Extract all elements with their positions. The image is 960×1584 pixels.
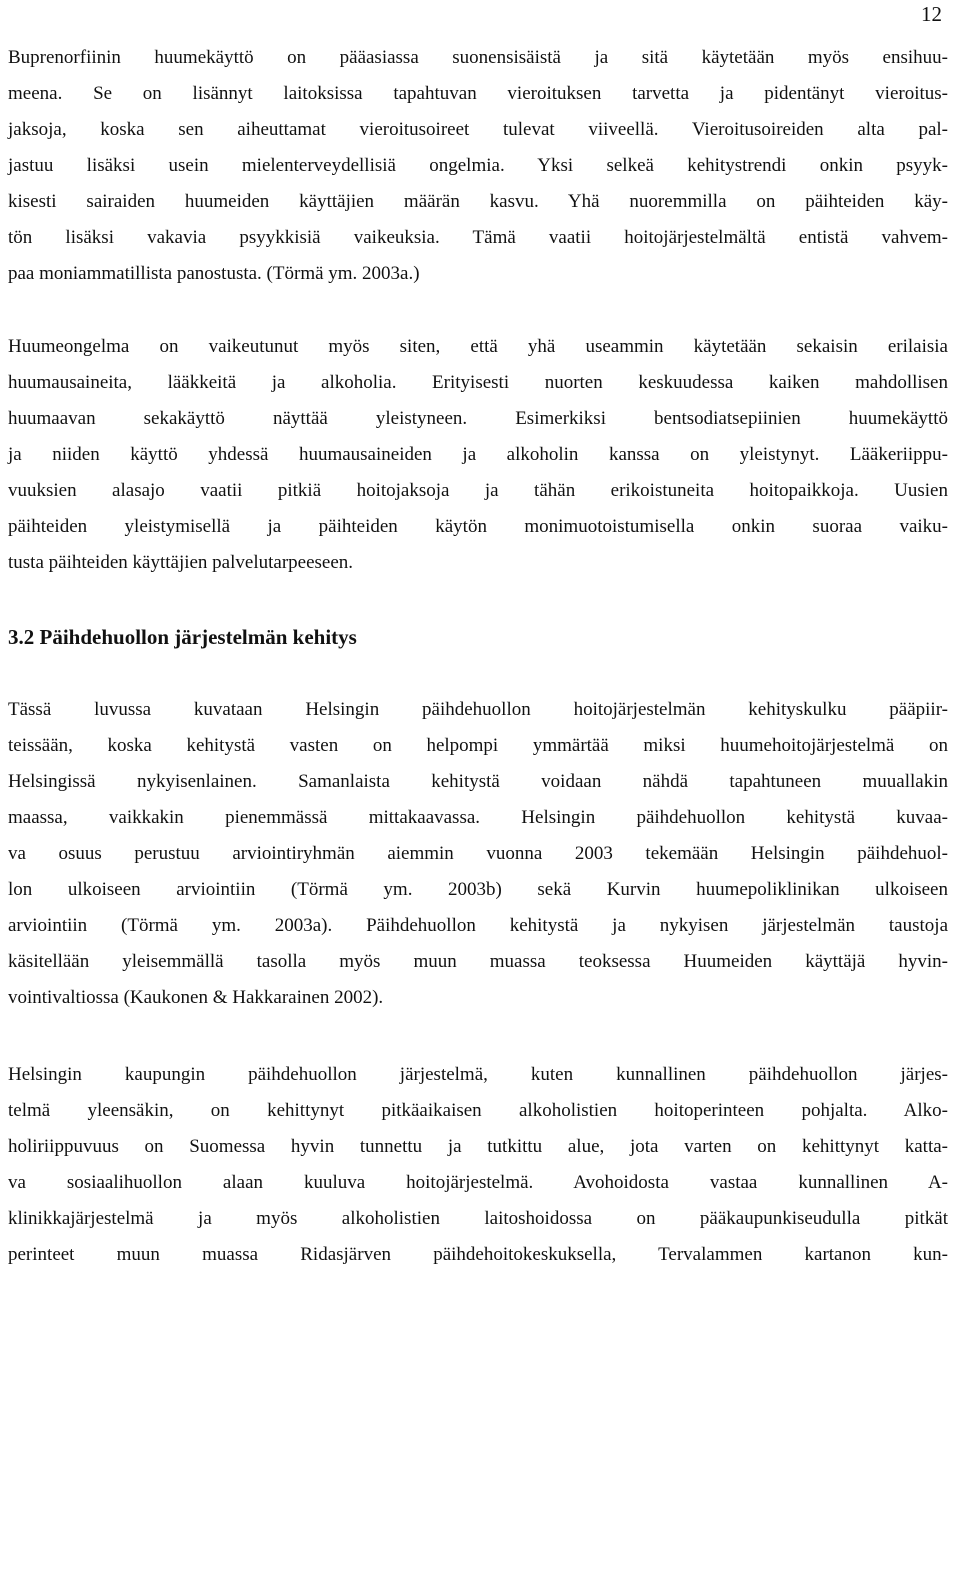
paragraph-spacer <box>8 1016 948 1057</box>
text-line: päihteiden yleistymisellä ja päihteiden käytön monimuotoistumisella onkin suoraa vaiku- <box>8 516 948 537</box>
paragraph-municipal-system <box>8 1057 948 1273</box>
text-line: holiriippuvuus on Suomessa hyvin tunnettu ja tutkittu alue, jota varten on kehittynyt katta- <box>8 1136 948 1157</box>
document-body <box>8 40 948 1273</box>
text-line: huumaavan sekakäyttö näyttää yleistyneen. Esimerkiksi bentsodiatsepiinien huumekäyttö <box>8 408 948 429</box>
text-line: paa moniammatillista panostusta. (Törmä ym. 2003a.) <box>8 263 420 284</box>
text-line: va osuus perustuu arviointiryhmän aiemmin vuonna 2003 tekemään Helsingin päihdehuol- <box>8 843 948 864</box>
paragraph-helsinki-development <box>8 692 948 1016</box>
text-line: tön lisäksi vakavia psyykkisiä vaikeuksia. Tämä vaatii hoitojärjestelmältä entistä vahvem- <box>8 227 948 248</box>
text-line: Helsingin kaupungin päihdehuollon järjestelmä, kuten kunnallinen päihdehuollon järjes- <box>8 1064 948 1085</box>
text-line: Huumeongelma on vaikeutunut myös siten, että yhä useammin käytetään sekaisin erilaisia <box>8 336 948 357</box>
page-number: 12 <box>921 2 942 26</box>
text-line: arviointiin (Törmä ym. 2003a). Päihdehuollon kehitystä ja nykyisen järjestelmän taustoja <box>8 915 948 936</box>
section-heading: 3.2 Päihdehuollon järjestelmän kehitys <box>8 625 357 649</box>
text-line: huumausaineita, lääkkeitä ja alkoholia. Erityisesti nuorten keskuudessa kaiken mahdollisen <box>8 372 948 393</box>
text-line: meena. Se on lisännyt laitoksissa tapahtuvan vieroituksen tarvetta ja pidentänyt vieroitus- <box>8 83 948 104</box>
text-line: telmä yleensäkin, on kehittynyt pitkäaikaisen alkoholistien hoitoperinteen pohjalta. Alko- <box>8 1100 948 1121</box>
paragraph-spacer <box>8 652 948 692</box>
paragraph-spacer <box>8 292 948 329</box>
text-line: lon ulkoiseen arviointiin (Törmä ym. 2003b) sekä Kurvin huumepoliklinikan ulkoiseen <box>8 879 948 900</box>
text-line: Buprenorfiinin huumekäyttö on pääasiassa suonensisäistä ja sitä käytetään myös ensihuu- <box>8 47 948 68</box>
text-line: jastuu lisäksi usein mielenterveydellisiä ongelmia. Yksi selkeä kehitystrendi onkin psyyk- <box>8 155 948 176</box>
text-line: vuuksien alasajo vaatii pitkiä hoitojaksoja ja tähän erikoistuneita hoitopaikkoja. Uusien <box>8 480 948 501</box>
text-line: käsitellään yleisemmällä tasolla myös muun muassa teoksessa Huumeiden käyttäjä hyvin- <box>8 951 948 972</box>
text-line: ja niiden käyttö yhdessä huumausaineiden ja alkoholin kanssa on yleistynyt. Lääkeriippu- <box>8 444 948 465</box>
paragraph-buprenorphine <box>8 40 948 292</box>
text-line: va sosiaalihuollon alaan kuuluva hoitojärjestelmä. Avohoidosta vastaa kunnallinen A- <box>8 1172 948 1193</box>
text-line: teissään, koska kehitystä vasten on helpompi ymmärtää miksi huumehoitojärjestelmä on <box>8 735 948 756</box>
paragraph-spacer <box>8 581 948 622</box>
text-line: klinikkajärjestelmä ja myös alkoholistien laitoshoidossa on pääkaupunkiseudulla pitkät <box>8 1208 948 1229</box>
text-line: Tässä luvussa kuvataan Helsingin päihdehuollon hoitojärjestelmän kehityskulku pääpiir- <box>8 699 948 720</box>
text-line: jaksoja, koska sen aiheuttamat vieroitusoireet tulevat viiveellä. Vieroitusoireiden alta pal- <box>8 119 948 140</box>
text-line: perinteet muun muassa Ridasjärven päihdehoitokeskuksella, Tervalammen kartanon kun- <box>8 1244 948 1265</box>
text-line: vointivaltiossa (Kaukonen & Hakkarainen 2002). <box>8 987 384 1008</box>
text-line: tusta päihteiden käyttäjien palvelutarpeeseen. <box>8 552 354 573</box>
text-line: kisesti sairaiden huumeiden käyttäjien määrän kasvu. Yhä nuoremmilla on päihteiden käy- <box>8 191 948 212</box>
text-line: Helsingissä nykyisenlainen. Samanlaista kehitystä voidaan nähdä tapahtuneen muuallakin <box>8 771 948 792</box>
paragraph-mixed-use <box>8 329 948 581</box>
text-line: maassa, vaikkakin pienemmässä mittakaavassa. Helsingin päihdehuollon kehitystä kuvaa- <box>8 807 948 828</box>
